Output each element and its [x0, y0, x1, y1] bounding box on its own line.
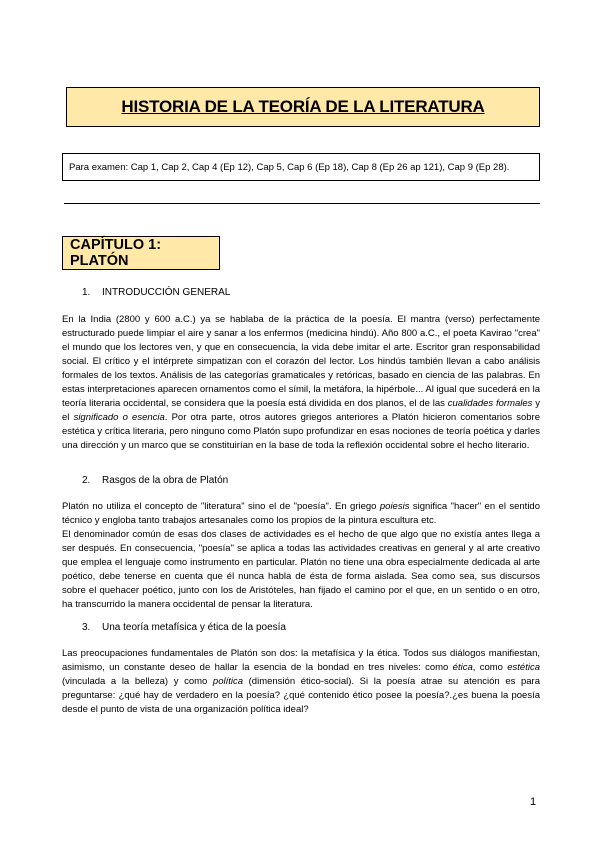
document-title-box: [66, 87, 540, 127]
horizontal-divider: [64, 203, 540, 204]
chapter-title-box: [62, 236, 220, 270]
paragraph: Platón no utiliza el concepto de "literatura" sino el de "poesía". En griego poiesis significa "hacer" en el sentido técnico y engloba tanto trabajos artesanales como los propios de la pintura escultura etc.: [62, 501, 541, 526]
paragraph: Las preocupaciones fundamentales de Platón son dos: la metafísica y la ética. Todos sus diálogos manifiestan, asimismo, un constante deseo de hallar la esencia de la bondad en tres niveles: como ética, como estética (vinculada a la belleza) y como política (dimensión ético-social). Si la poesía atrae su atención es para preguntarse: ¿qué hay de verdadero en la poesía? ¿qué contenido ético posee la poesía?.¿es buena la poesía desde el punto de vista de una organización política ideal?: [62, 648, 540, 715]
section-title: Una teoría metafísica y ética de la poesía: [102, 622, 286, 633]
section-1-body: [62, 313, 540, 453]
section-number: 3.: [82, 622, 91, 633]
section-heading-3: [82, 622, 286, 633]
page-number: 1: [530, 796, 537, 808]
section-2-body: [62, 500, 540, 612]
section-title: INTRODUCCIÓN GENERAL: [102, 287, 231, 298]
document-title: HISTORIA DE LA TEORÍA DE LA LITERATURA: [121, 97, 485, 116]
section-3-body: [62, 647, 540, 717]
section-heading-2: [82, 475, 228, 486]
chapter-title: CAPÍTULO 1: PLATÓN: [70, 237, 162, 269]
paragraph: En la India (2800 y 600 a.C.) ya se hablaba de la práctica de la poesía. El mantra (verso) perfectamente estructurado puede limpiar el aire y sanar a los enfermos (medicina hindú). Año 800 a.C., el poeta Kavirao "crea" el mundo que los lectores ven, y que en consecuencia, la vida debe imitar el arte. Escritor gran responsabilidad social. El crítico y el intérprete simpatizan con el corazón del lector. Los hindús también llevan a cabo análisis formales de los textos. Análisis de las categorías gramaticales y retóricas, basado en ciencia de las palabras. En estas interpretaciones aparecen ornamentos como el símil, la metáfora, la hipérbole... Al igual que sucederá en la teoría literaria occidental, se considera que la poesía está dividida en dos planos, el de las cualidades formales y el significado o esencia. Por otra parte, otros autores griegos anteriores a Platón hicieron comentarios sobre estética y crítica literaria, pero ninguno como Platón supo profundizar en esas nociones de teoría poética y darles una dirección y un marco que se constituirían en la base de toda la reflexión occidental sobre el hecho literario.: [62, 314, 540, 451]
exam-note-box: [62, 153, 540, 181]
section-number: 1.: [82, 287, 91, 298]
section-heading-1: [82, 287, 230, 298]
section-number: 2.: [82, 475, 91, 486]
section-title: Rasgos de la obra de Platón: [102, 475, 229, 486]
exam-note: Para examen: Cap 1, Cap 2, Cap 4 (Ep 12), Cap 5, Cap 6 (Ep 18), Cap 8 (Ep 26 ap 121), Cap 9 (Ep 28).: [69, 161, 510, 173]
paragraph: El denominador común de esas dos clases de actividades es el hecho de que algo que no existía antes llega a ser después. En consecuencia, "poesía" se aplica a todas las actividades creativas en general y al arte creativo que emplea el lenguaje como instrumento en particular. Platón no tiene una obra especialmente dedicada al arte poético, debe tenerse en cuenta que él nunca habla de ésta de forma aislada. Sea como sea, sus discursos sobre el quehacer poético, junto con los de Aristóteles, han fijado el camino por el que, en un sentido o en otro, ha transcurrido la manera occidental de pensar la literatura.: [62, 529, 540, 610]
